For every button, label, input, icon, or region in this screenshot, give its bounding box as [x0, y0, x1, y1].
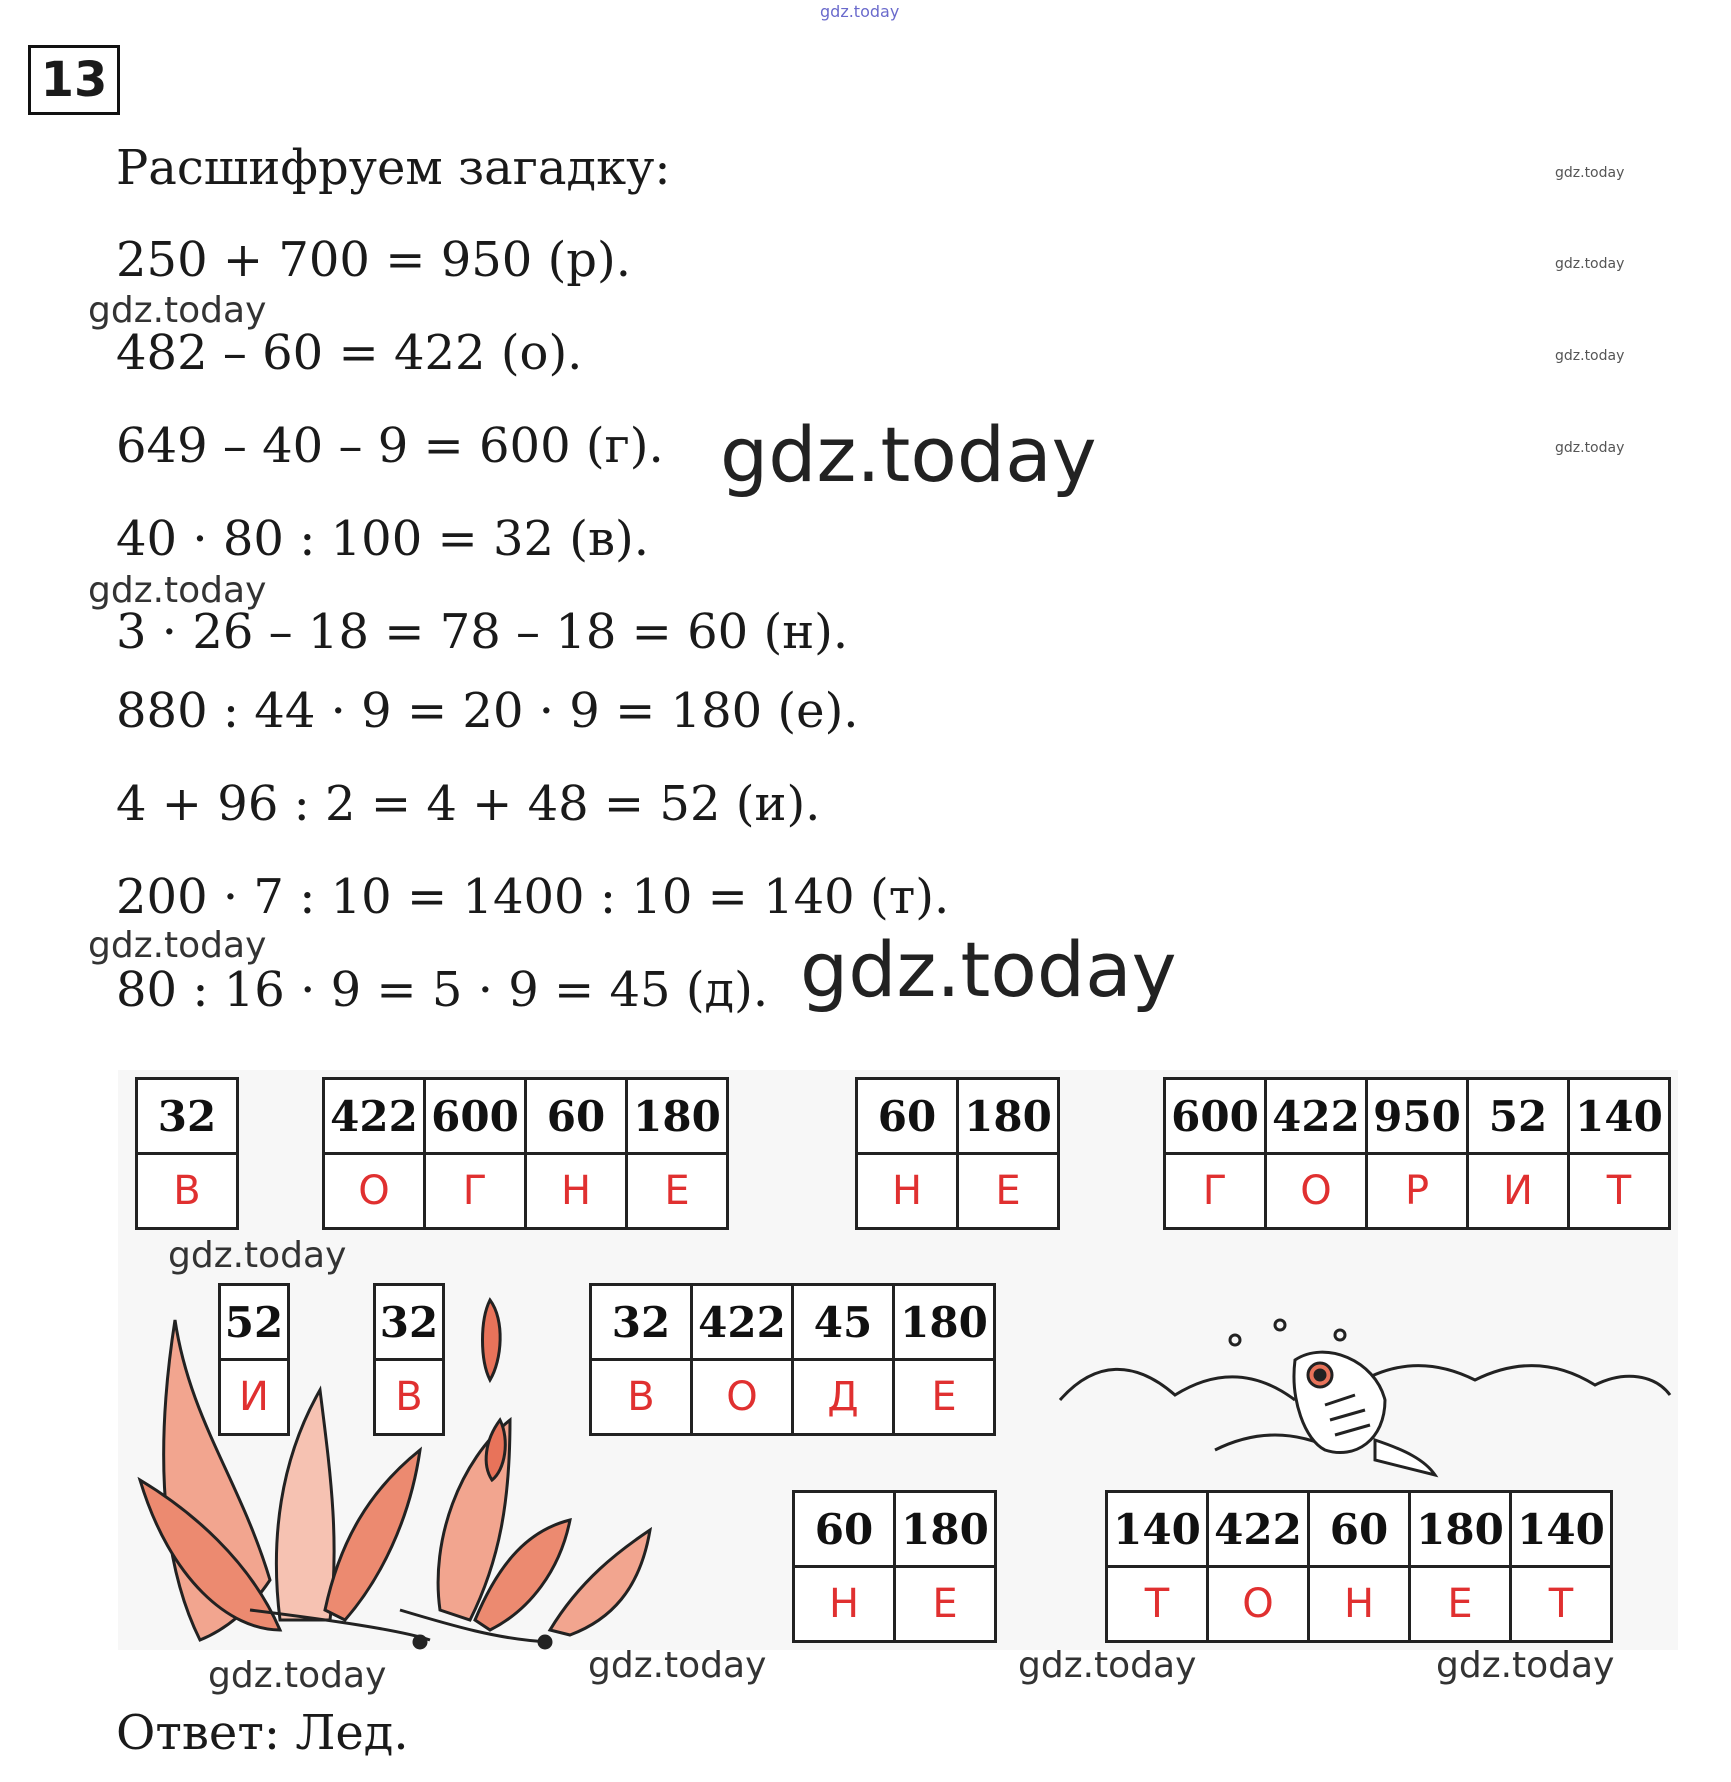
- equation-line: 4 + 96 : 2 = 4 + 48 = 52 (и).: [116, 776, 821, 832]
- task-heading: Расшифруем загадку:: [116, 140, 671, 196]
- cipher-letter: В: [591, 1360, 692, 1435]
- cipher-letter: Н: [794, 1567, 895, 1642]
- watermark: gdz.today: [88, 570, 267, 611]
- equation-line: 880 : 44 · 9 = 20 · 9 = 180 (е).: [116, 683, 859, 739]
- cipher-number: 600: [425, 1079, 526, 1154]
- answer-text: Ответ: Лед.: [116, 1705, 409, 1761]
- cipher-letter: Н: [857, 1154, 958, 1229]
- cipher-number: 60: [857, 1079, 958, 1154]
- cipher-table: [373, 1283, 445, 1436]
- equation-line: 3 · 26 – 18 = 78 – 18 = 60 (н).: [116, 604, 849, 660]
- fish-in-water-illustration: [1055, 1300, 1675, 1480]
- cipher-number: 422: [324, 1079, 425, 1154]
- cipher-number: 180: [627, 1079, 728, 1154]
- cipher-number: 140: [1107, 1492, 1208, 1567]
- cipher-table: [1105, 1490, 1613, 1643]
- cipher-letter: Г: [425, 1154, 526, 1229]
- cipher-letter: Е: [627, 1154, 728, 1229]
- cipher-table: [855, 1077, 1060, 1230]
- cipher-letter: Н: [526, 1154, 627, 1229]
- watermark: gdz.today: [168, 1235, 347, 1276]
- watermark: gdz.today: [208, 1655, 387, 1696]
- cipher-number: 32: [375, 1285, 444, 1360]
- cipher-number: 180: [958, 1079, 1059, 1154]
- cipher-letter: Н: [1309, 1567, 1410, 1642]
- cipher-letter: И: [220, 1360, 289, 1435]
- cipher-number: 600: [1165, 1079, 1266, 1154]
- equation-line: 482 – 60 = 422 (о).: [116, 325, 583, 381]
- cipher-letter: Е: [958, 1154, 1059, 1229]
- watermark: gdz.today: [1436, 1645, 1615, 1686]
- cipher-letter: В: [375, 1360, 444, 1435]
- watermark: gdz.today: [1555, 256, 1625, 272]
- cipher-letter: О: [692, 1360, 793, 1435]
- cipher-table: [792, 1490, 997, 1643]
- cipher-letter: И: [1468, 1154, 1569, 1229]
- cipher-letter: Е: [894, 1360, 995, 1435]
- cipher-number: 32: [137, 1079, 238, 1154]
- cipher-number: 422: [1266, 1079, 1367, 1154]
- equation-line: 40 · 80 : 100 = 32 (в).: [116, 511, 650, 567]
- cipher-letter: Е: [1410, 1567, 1511, 1642]
- cipher-table: [589, 1283, 996, 1436]
- cipher-number: 32: [591, 1285, 692, 1360]
- watermark: gdz.today: [1555, 440, 1625, 456]
- cipher-number: 950: [1367, 1079, 1468, 1154]
- cipher-letter: Т: [1569, 1154, 1670, 1229]
- cipher-number: 52: [220, 1285, 289, 1360]
- cipher-letter: В: [137, 1154, 238, 1229]
- cipher-letter: Р: [1367, 1154, 1468, 1229]
- watermark: gdz.today: [720, 410, 1097, 499]
- watermark: gdz.today: [1555, 165, 1625, 181]
- cipher-number: 140: [1511, 1492, 1612, 1567]
- cipher-number: 422: [692, 1285, 793, 1360]
- cipher-number: 45: [793, 1285, 894, 1360]
- equation-line: 80 : 16 · 9 = 5 · 9 = 45 (д).: [116, 962, 769, 1018]
- watermark: gdz.today: [88, 290, 267, 331]
- cipher-number: 180: [895, 1492, 996, 1567]
- cipher-table: [135, 1077, 239, 1230]
- task-number-box: [28, 45, 120, 115]
- cipher-table: [322, 1077, 729, 1230]
- watermark: gdz.today: [1555, 348, 1625, 364]
- cipher-number: 52: [1468, 1079, 1569, 1154]
- watermark: gdz.today: [800, 925, 1177, 1014]
- cipher-table: [1163, 1077, 1671, 1230]
- cipher-number: 60: [1309, 1492, 1410, 1567]
- cipher-number: 180: [894, 1285, 995, 1360]
- cipher-letter: Т: [1511, 1567, 1612, 1642]
- cipher-letter: Е: [895, 1567, 996, 1642]
- cipher-letter: Г: [1165, 1154, 1266, 1229]
- cipher-number: 140: [1569, 1079, 1670, 1154]
- equation-line: 200 · 7 : 10 = 1400 : 10 = 140 (т).: [116, 869, 950, 925]
- equation-line: 250 + 700 = 950 (р).: [116, 232, 632, 288]
- cipher-number: 60: [526, 1079, 627, 1154]
- watermark: gdz.today: [820, 2, 900, 21]
- cipher-letter: О: [1266, 1154, 1367, 1229]
- cipher-table: [218, 1283, 290, 1436]
- cipher-number: 180: [1410, 1492, 1511, 1567]
- cipher-letter: О: [1208, 1567, 1309, 1642]
- task-number: 13: [40, 52, 108, 108]
- cipher-number: 60: [794, 1492, 895, 1567]
- cipher-number: 422: [1208, 1492, 1309, 1567]
- cipher-letter: Т: [1107, 1567, 1208, 1642]
- cipher-letter: Д: [793, 1360, 894, 1435]
- cipher-letter: О: [324, 1154, 425, 1229]
- watermark: gdz.today: [88, 925, 267, 966]
- watermark: gdz.today: [1018, 1645, 1197, 1686]
- watermark: gdz.today: [588, 1645, 767, 1686]
- equation-line: 649 – 40 – 9 = 600 (г).: [116, 418, 664, 474]
